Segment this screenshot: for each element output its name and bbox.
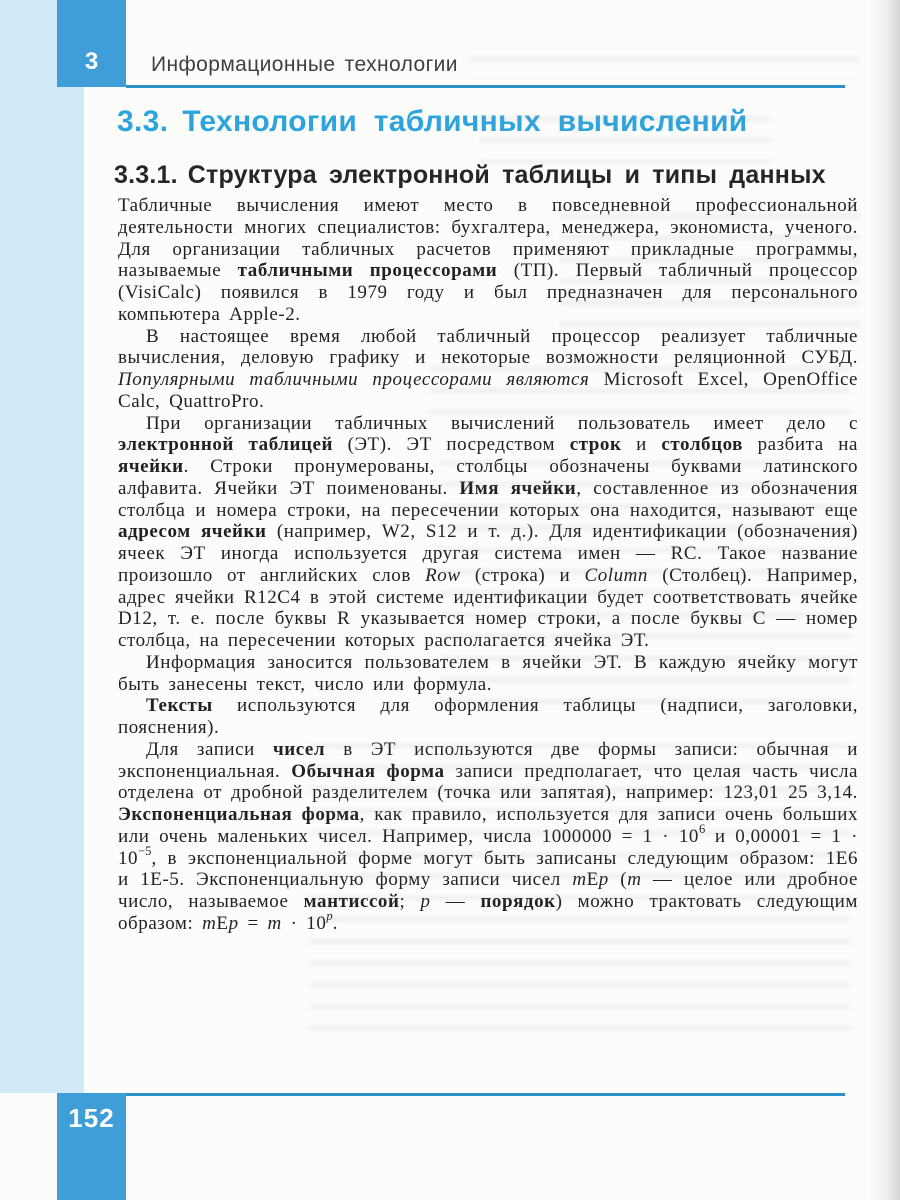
paragraph (118, 739, 858, 935)
page-number-box (57, 1093, 126, 1200)
text-run: Row (425, 564, 461, 586)
left-margin-strip (0, 0, 84, 1093)
text-run: разбита на (742, 434, 858, 456)
paragraph (118, 652, 858, 696)
text-run: p (326, 909, 333, 924)
text-run: и (621, 434, 662, 456)
text-run: (Столбец). Например, адрес ячейки R12C4 в этой системе идентификации будет соответствовать ячейке D12, т. е. после буквы R указывается номер строки, а после буквы C — номер столбца, на пересечении которых располагается ячейка ЭТ. (118, 564, 858, 651)
text-run: m (267, 912, 282, 934)
text-run: табличными процессорами (237, 260, 498, 282)
text-run: p (598, 869, 609, 891)
subsection-title-text: Структура электронной таблицы и типы данных (187, 161, 826, 189)
text-run: . (332, 912, 338, 934)
text-run: = (238, 912, 268, 934)
text-run: (строка) и (460, 564, 585, 586)
text-run: Экспоненциальная форма (118, 804, 360, 825)
text-run: При организации табличных вычислений пользователь имеет дело с (146, 412, 858, 434)
text-run: Имя ячейки (459, 477, 577, 499)
running-header: Информационные технологии (151, 53, 458, 76)
text-run: чисел (272, 738, 326, 760)
section-title-text: Технологии табличных вычислений (182, 105, 748, 138)
text-run: 6 (698, 822, 706, 837)
chapter-number: 3 (84, 48, 99, 75)
text-run: записи предполагает, что целая часть числа отделена от дробной разделителем (точка или запятая), например: 123,01 25 3,14. (118, 760, 858, 804)
text-run: мантиссой (303, 891, 400, 912)
text-run: , в экспоненциальной форме могут быть записаны следующим образом: 1Е6 и 1Е-5. Экспоненциальную форму записи чисел (118, 847, 858, 891)
text-run: и 0,00001 = 1 · 10 (118, 825, 858, 869)
text-run: Тексты (146, 695, 213, 717)
subsection-number: 3.3.1. (114, 161, 178, 189)
text-run: Е (586, 869, 599, 891)
page-number: 152 (68, 1103, 115, 1133)
text-run: m (202, 912, 217, 934)
text-run: Microsoft Excel, OpenOffice Calc, QuattroPro. (118, 369, 859, 412)
paragraph (118, 195, 858, 326)
text-run: m (627, 869, 642, 891)
section-number: 3.3. (117, 105, 169, 138)
text-run: (например, W2, S12 и т. д.). Для идентификации (обозначения) ячеек ЭТ иногда используется другая система имен — RC. Такое название произошло от английских слов (118, 521, 858, 586)
text-run: Обычная форма (291, 760, 445, 782)
text-run: , как правило, используется для записи очень больших или очень маленьких чисел. Например, числа 1000000 = 1 · 10 (118, 804, 859, 847)
text-run: Информация заносится пользователем в ячейки ЭТ. В каждую ячейку могут быть занесены текст, число или формула. (118, 651, 858, 695)
page-edge-shadow (868, 0, 900, 1200)
text-run: p (420, 891, 431, 912)
text-run: ) можно трактовать следующим образом: (118, 891, 858, 934)
text-run: В настоящее время любой табличный процессор реализует табличные вычисления, деловую графику и некоторые возможности реляционной СУБД. (118, 325, 858, 369)
text-run: . Строки пронумерованы, столбцы обозначены буквами латинского алфавита. Ячейки ЭТ поименованы. (118, 456, 858, 499)
text-run: (ЭТ). ЭТ посредством (332, 434, 570, 456)
text-run: p (228, 912, 239, 934)
text-run: Для записи (146, 738, 273, 760)
text-run: Column (584, 564, 648, 586)
text-run: Е (216, 912, 229, 934)
text-run: · 10 (281, 912, 327, 934)
text-run: используются для оформления таблицы (надписи, заголовки, пояснения). (118, 695, 858, 738)
text-run: , составленное из обозначения столбца и номера строки, на пересечении которых она находится, называют еще (118, 477, 858, 521)
text-run: — целое или дробное число, называемое (118, 869, 858, 912)
print-bleed-artifact (470, 48, 860, 78)
header-rule (126, 85, 845, 88)
text-run: порядок (480, 891, 556, 912)
text-run: m (572, 869, 587, 891)
text-run: Табличные вычисления имеют место в повседневной профессиональной деятельности многих специалистов: бухгалтера, менеджера, экономиста, ученого. Для организации табличных расчетов применяют прикладные программы, называемые (118, 195, 858, 282)
body-text (118, 195, 858, 935)
text-run: ( (608, 869, 628, 891)
subsection-title (114, 161, 826, 190)
text-run: адресом ячейки (118, 521, 267, 543)
text-run: (ТП). Первый табличный процессор (VisiCalc) появился в 1979 году и был предназначен для персонального компьютера Apple-2. (118, 260, 858, 325)
paragraph (118, 326, 858, 413)
text-run: электронной таблицей (118, 434, 333, 456)
text-run: ячейки (118, 456, 184, 477)
section-title (117, 105, 748, 139)
footer-rule (126, 1093, 845, 1096)
paragraph (118, 413, 858, 652)
text-run: строк (569, 434, 622, 456)
text-run: столбцов (661, 434, 743, 456)
text-run: Популярными табличными процессорами являются (118, 369, 590, 390)
paragraph (118, 695, 858, 739)
text-run: −5 (138, 844, 152, 859)
text-run: в ЭТ используются две формы записи: обычная и экспоненциальная. (118, 738, 859, 782)
chapter-number-box (57, 0, 126, 87)
text-run: ; (399, 891, 421, 912)
text-run: — (430, 891, 481, 912)
